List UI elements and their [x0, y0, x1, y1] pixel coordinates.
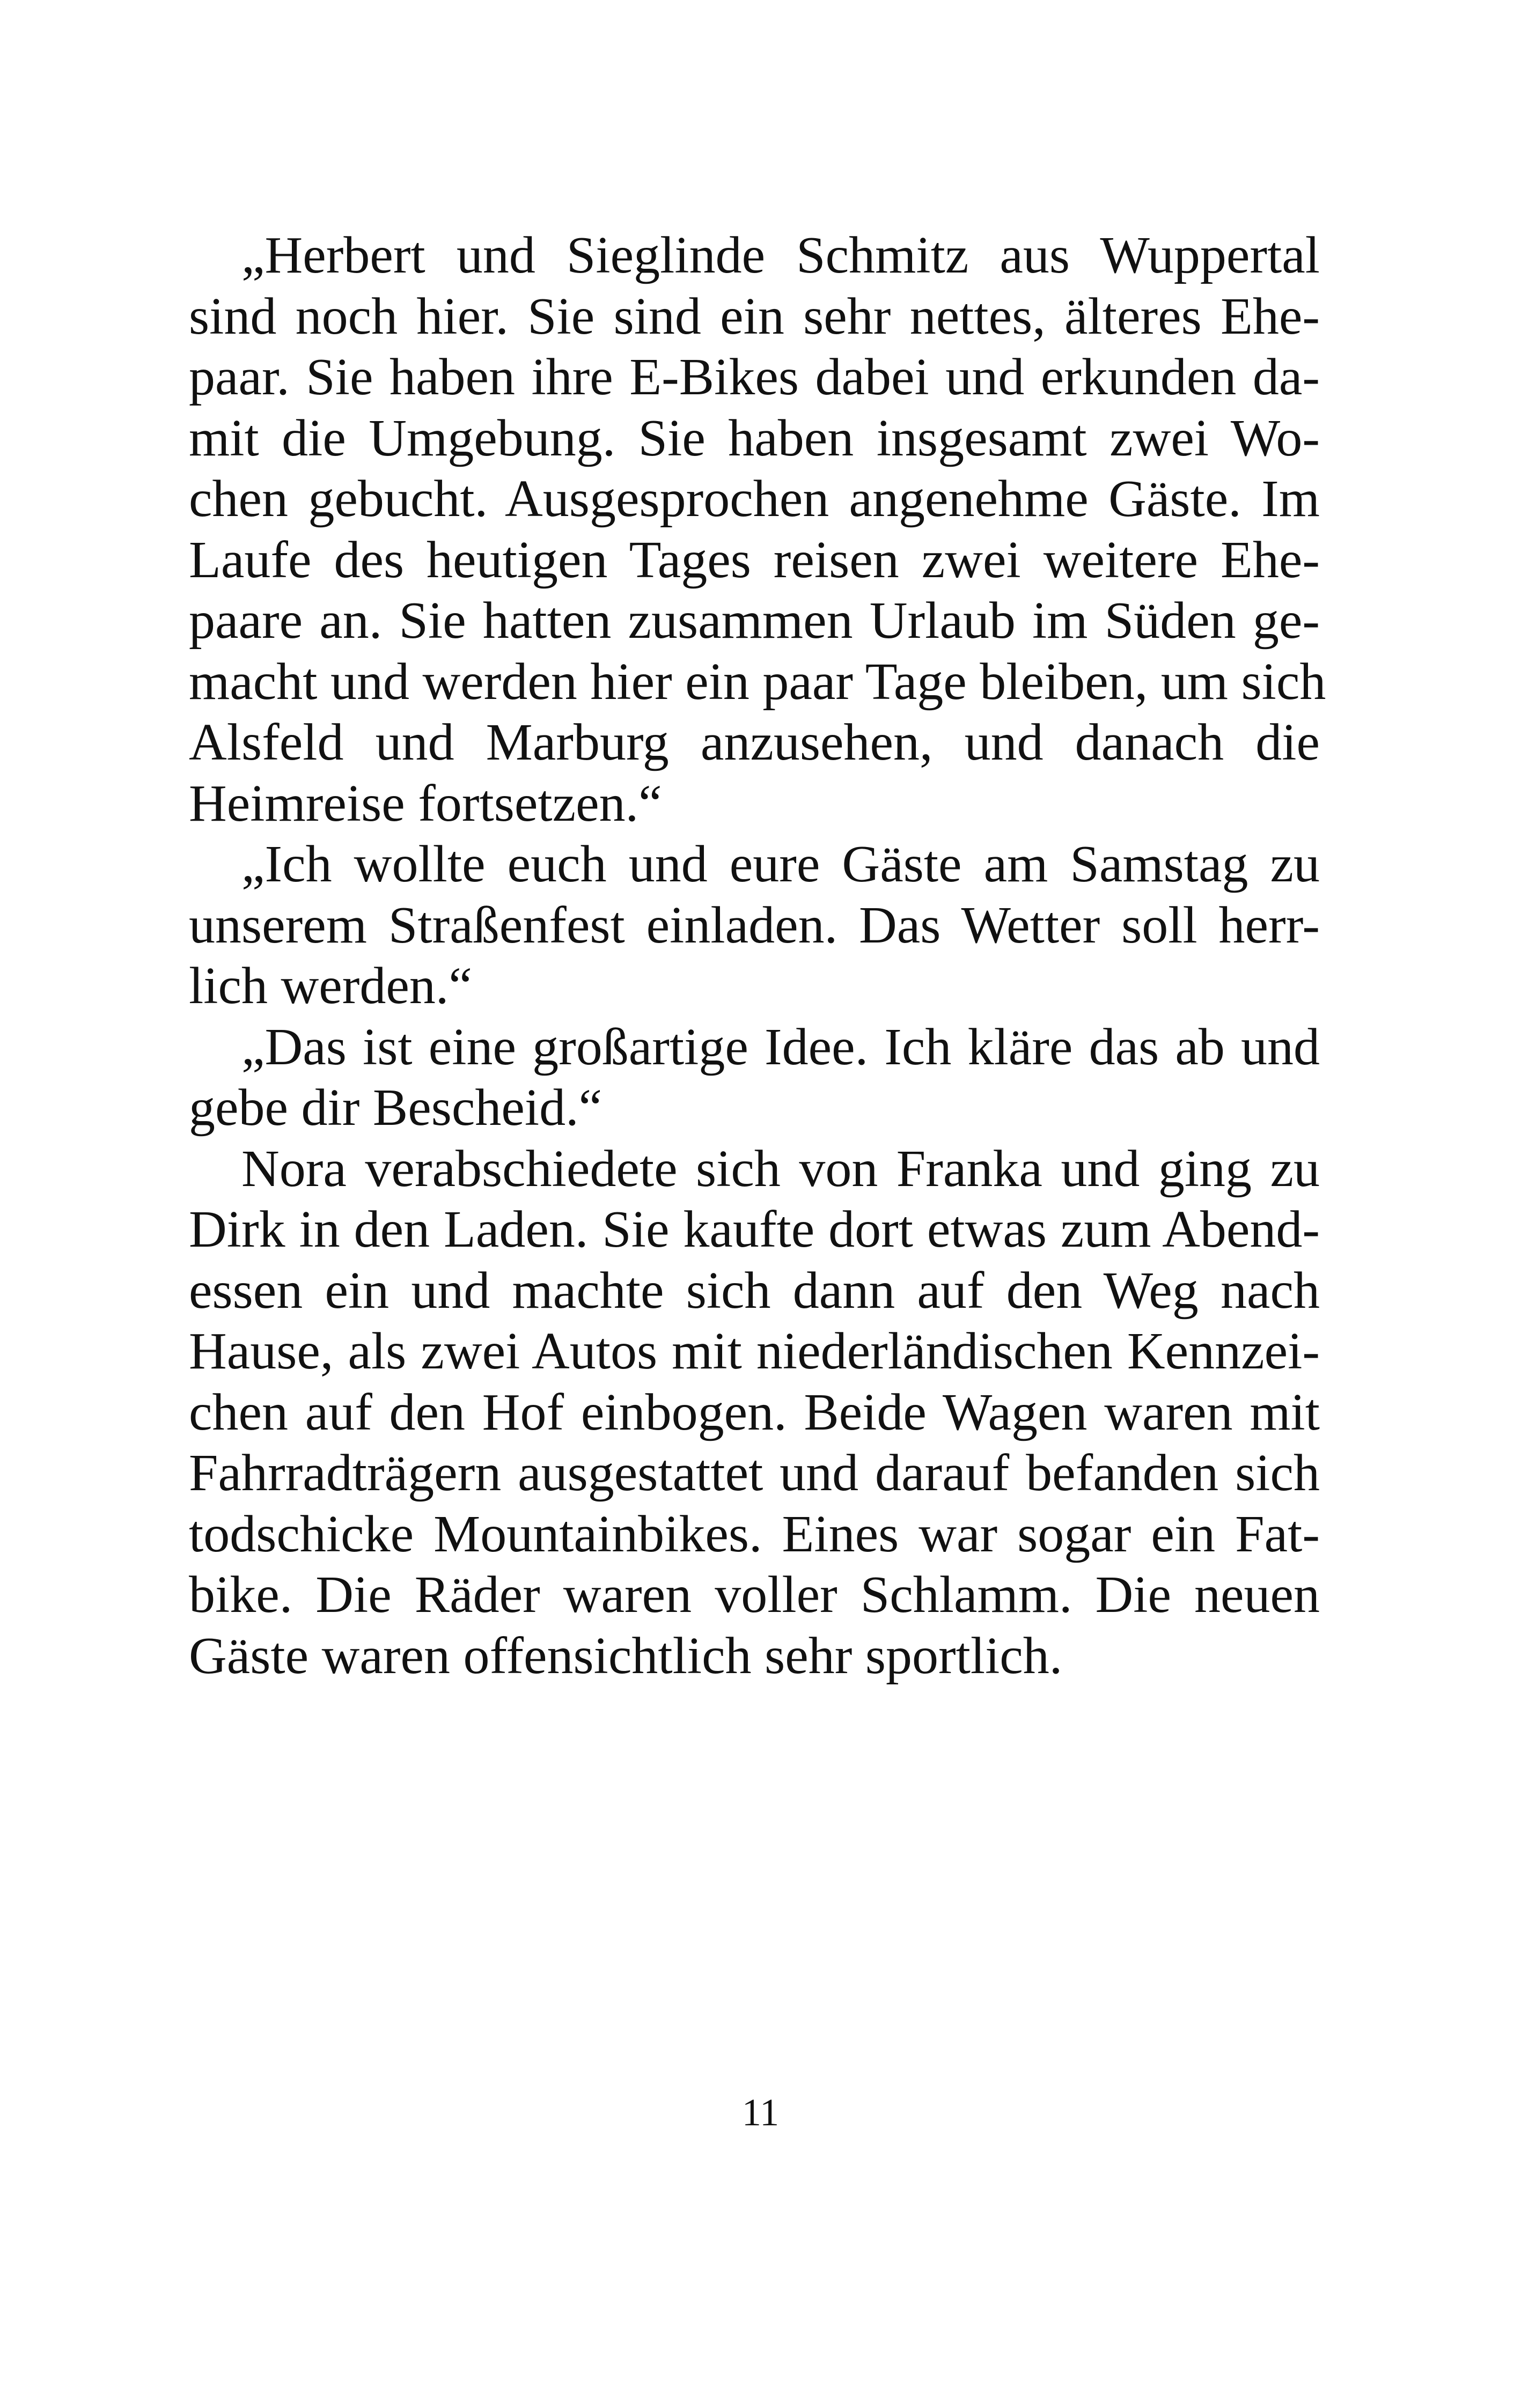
page-number: 11 [741, 2091, 780, 2134]
text-line: Fahrradträgern ausgestattet und darauf befanden sich [189, 1444, 1320, 1502]
body-text [189, 225, 1326, 1687]
text-line: Gäste waren offensichtlich sehr sportlich. [189, 1626, 1063, 1685]
text-line: sind noch hier. Sie sind ein sehr nettes, älteres Ehe- [189, 287, 1320, 345]
text-line: essen ein und machte sich dann auf den Weg nach [189, 1261, 1320, 1320]
text-line: Hause, als zwei Autos mit niederländischen Kennzei- [189, 1322, 1320, 1380]
text-line: macht und werden hier ein paar Tage bleiben, um sich [189, 652, 1326, 711]
text-line: chen auf den Hof einbogen. Beide Wagen waren mit [189, 1383, 1320, 1441]
text-line: paar. Sie haben ihre E-Bikes dabei und erkunden da- [189, 348, 1320, 406]
text-line: paare an. Sie hatten zusammen Urlaub im Süden ge- [189, 592, 1320, 650]
text-line: Alsfeld und Marburg anzusehen, und danach die [189, 713, 1320, 771]
text-line: lich werden.“ [189, 957, 472, 1015]
text-line: Heimreise fortsetzen.“ [189, 774, 662, 833]
text-line: „Herbert und Sieglinde Schmitz aus Wuppertal [241, 226, 1320, 284]
text-line: todschicke Mountainbikes. Eines war sogar ein Fat- [189, 1505, 1320, 1563]
text-line: chen gebucht. Ausgesprochen angenehme Gäste. Im [189, 470, 1320, 528]
text-line: mit die Umgebung. Sie haben insgesamt zwei Wo- [189, 409, 1320, 467]
text-line: bike. Die Räder waren voller Schlamm. Die neuen [189, 1566, 1320, 1624]
text-line: „Ich wollte euch und eure Gäste am Samstag zu [241, 835, 1320, 893]
text-line: Dirk in den Laden. Sie kaufte dort etwas zum Abend- [189, 1201, 1320, 1258]
text-line: gebe dir Bescheid.“ [189, 1079, 602, 1137]
text-line: „Das ist eine großartige Idee. Ich kläre das ab und [241, 1018, 1320, 1076]
text-line: Nora verabschiedete sich von Franka und ging zu [241, 1139, 1320, 1198]
text-line: Laufe des heutigen Tages reisen zwei weitere Ehe- [189, 531, 1320, 589]
text-line: unserem Straßenfest einladen. Das Wetter soll herr- [189, 896, 1320, 954]
